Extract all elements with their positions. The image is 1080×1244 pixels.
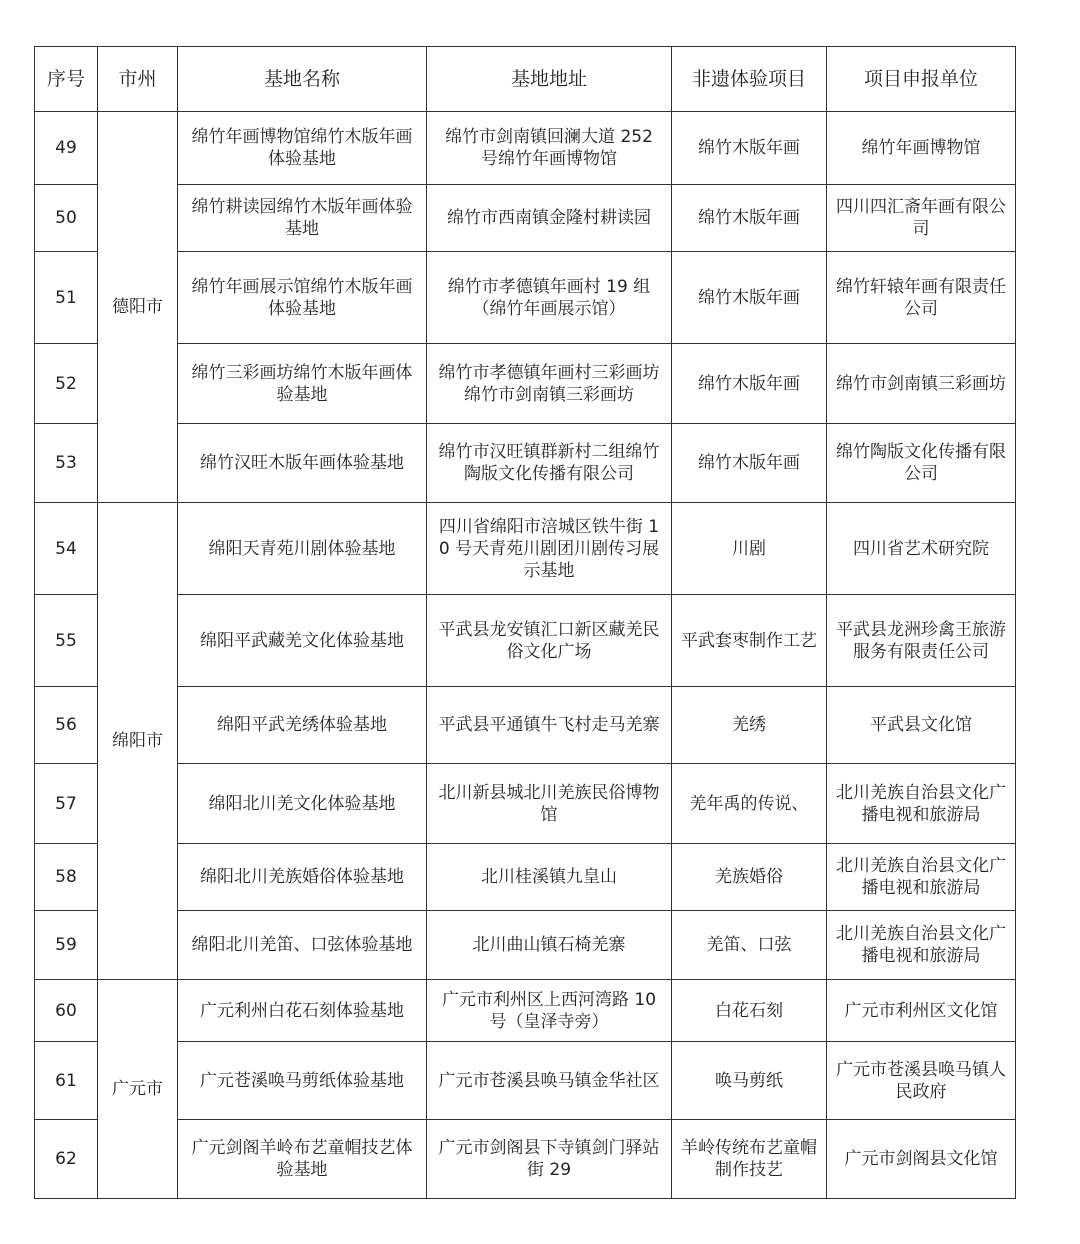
header-applicant-unit: 项目申报单位 [827,47,1016,112]
row-base-name: 绵阳平武羌绣体验基地 [178,687,427,764]
row-applicant-unit: 绵竹市剑南镇三彩画坊 [827,344,1016,424]
row-heritage-project: 绵竹木版年画 [672,185,827,252]
row-applicant-unit: 广元市剑阁县文化馆 [827,1120,1016,1199]
row-base-name: 绵阳北川羌族婚俗体验基地 [178,844,427,911]
row-base-address: 广元市苍溪县唤马镇金华社区 [427,1042,672,1120]
row-applicant-unit: 广元市利州区文化馆 [827,980,1016,1042]
row-base-address: 平武县龙安镇汇口新区藏羌民俗文化广场 [427,595,672,687]
header-heritage-project: 非遗体验项目 [672,47,827,112]
row-base-address: 绵竹市汉旺镇群新村二组绵竹陶版文化传播有限公司 [427,424,672,503]
table-row [35,185,1016,252]
row-seq: 61 [35,1042,98,1120]
header-seq: 序号 [35,47,98,112]
header-base-address: 基地地址 [427,47,672,112]
row-base-name: 绵竹耕读园绵竹木版年画体验基地 [178,185,427,252]
row-base-name: 绵竹年画博物馆绵竹木版年画体验基地 [178,112,427,185]
row-base-name: 绵竹汉旺木版年画体验基地 [178,424,427,503]
row-seq: 57 [35,764,98,844]
row-seq: 55 [35,595,98,687]
row-base-address: 北川桂溪镇九皇山 [427,844,672,911]
row-heritage-project: 羌年禹的传说、 [672,764,827,844]
table-row [35,1042,1016,1120]
row-base-name: 绵竹三彩画坊绵竹木版年画体验基地 [178,344,427,424]
row-heritage-project: 羌绣 [672,687,827,764]
row-heritage-project: 川剧 [672,503,827,595]
row-seq: 54 [35,503,98,595]
row-base-name: 绵阳平武藏羌文化体验基地 [178,595,427,687]
header-city: 市州 [98,47,178,112]
table-row [35,687,1016,764]
row-base-name: 绵阳北川羌笛、口弦体验基地 [178,911,427,980]
row-seq: 50 [35,185,98,252]
row-base-address: 北川新县城北川羌族民俗博物馆 [427,764,672,844]
row-seq: 62 [35,1120,98,1199]
row-applicant-unit: 绵竹年画博物馆 [827,112,1016,185]
city-deyang: 德阳市 [98,112,178,503]
row-base-address: 绵竹市西南镇金隆村耕读园 [427,185,672,252]
table-row [35,503,1016,595]
row-base-address: 平武县平通镇牛飞村走马羌寨 [427,687,672,764]
table-row [35,844,1016,911]
row-heritage-project: 绵竹木版年画 [672,252,827,344]
row-seq: 53 [35,424,98,503]
table-row [35,1120,1016,1199]
table-row [35,112,1016,185]
row-base-address: 绵竹市孝德镇年画村三彩画坊绵竹市剑南镇三彩画坊 [427,344,672,424]
row-heritage-project: 唤马剪纸 [672,1042,827,1120]
row-base-name: 广元利州白花石刻体验基地 [178,980,427,1042]
row-base-address: 广元市利州区上西河湾路 10 号（皇泽寺旁） [427,980,672,1042]
row-applicant-unit: 绵竹陶版文化传播有限公司 [827,424,1016,503]
row-heritage-project: 平武套枣制作工艺 [672,595,827,687]
row-base-name: 绵阳北川羌文化体验基地 [178,764,427,844]
table-row [35,252,1016,344]
table-header-row [35,47,1016,112]
row-applicant-unit: 北川羌族自治县文化广播电视和旅游局 [827,764,1016,844]
row-applicant-unit: 四川省艺术研究院 [827,503,1016,595]
row-base-name: 绵阳天青苑川剧体验基地 [178,503,427,595]
row-applicant-unit: 广元市苍溪县唤马镇人民政府 [827,1042,1016,1120]
table-row [35,344,1016,424]
row-applicant-unit: 平武县文化馆 [827,687,1016,764]
row-seq: 49 [35,112,98,185]
row-seq: 60 [35,980,98,1042]
row-heritage-project: 羌族婚俗 [672,844,827,911]
row-seq: 51 [35,252,98,344]
row-base-name: 广元苍溪唤马剪纸体验基地 [178,1042,427,1120]
row-seq: 52 [35,344,98,424]
row-applicant-unit: 绵竹轩辕年画有限责任公司 [827,252,1016,344]
row-applicant-unit: 平武县龙洲珍禽王旅游服务有限责任公司 [827,595,1016,687]
table-row [35,911,1016,980]
table-row [35,980,1016,1042]
row-seq: 56 [35,687,98,764]
row-heritage-project: 白花石刻 [672,980,827,1042]
row-heritage-project: 绵竹木版年画 [672,344,827,424]
row-applicant-unit: 北川羌族自治县文化广播电视和旅游局 [827,911,1016,980]
header-base-name: 基地名称 [178,47,427,112]
row-base-name: 广元剑阁羊岭布艺童帽技艺体验基地 [178,1120,427,1199]
table-row [35,595,1016,687]
table-row [35,764,1016,844]
row-applicant-unit: 北川羌族自治县文化广播电视和旅游局 [827,844,1016,911]
row-base-address: 绵竹市剑南镇回澜大道 252 号绵竹年画博物馆 [427,112,672,185]
row-base-name: 绵竹年画展示馆绵竹木版年画体验基地 [178,252,427,344]
table-row [35,424,1016,503]
row-base-address: 广元市剑阁县下寺镇剑门驿站街 29 [427,1120,672,1199]
row-base-address: 绵竹市孝德镇年画村 19 组（绵竹年画展示馆） [427,252,672,344]
row-seq: 58 [35,844,98,911]
row-seq: 59 [35,911,98,980]
row-heritage-project: 羊岭传统布艺童帽制作技艺 [672,1120,827,1199]
heritage-base-table [34,46,1016,1199]
row-base-address: 四川省绵阳市涪城区铁牛街 10 号天青苑川剧团川剧传习展示基地 [427,503,672,595]
row-heritage-project: 羌笛、口弦 [672,911,827,980]
row-heritage-project: 绵竹木版年画 [672,424,827,503]
row-applicant-unit: 四川四汇斋年画有限公司 [827,185,1016,252]
row-heritage-project: 绵竹木版年画 [672,112,827,185]
city-mianyang: 绵阳市 [98,503,178,980]
city-guangyuan: 广元市 [98,980,178,1199]
row-base-address: 北川曲山镇石椅羌寨 [427,911,672,980]
